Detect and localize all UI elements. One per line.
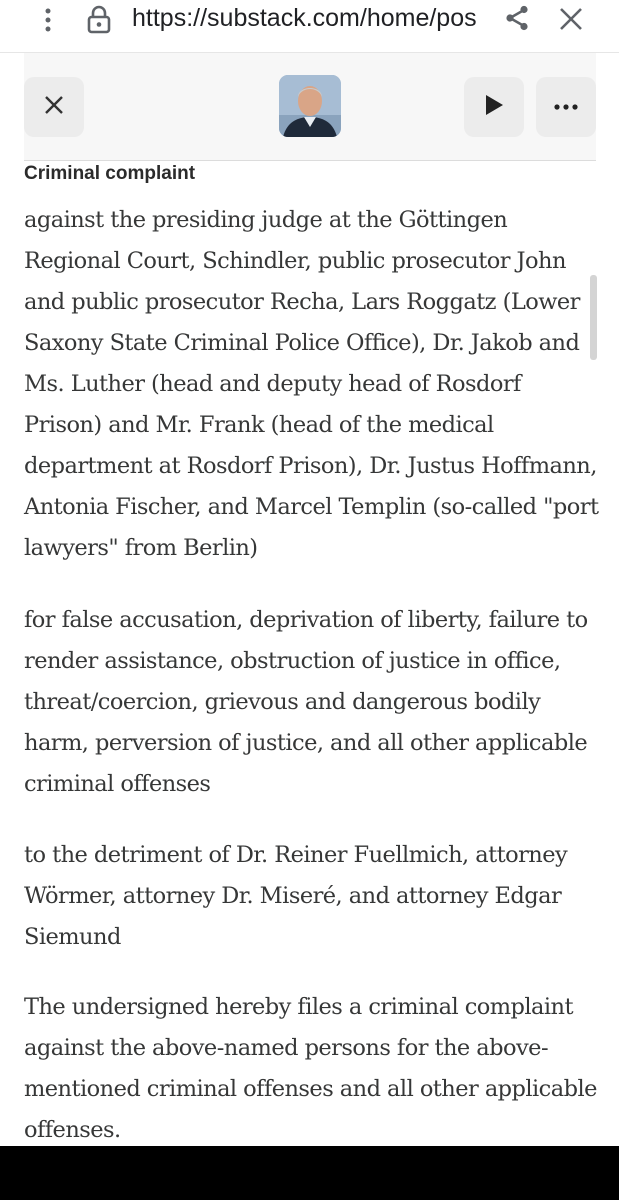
play-button[interactable] bbox=[464, 77, 524, 137]
share-icon[interactable] bbox=[503, 3, 531, 33]
paragraph: for false accusation, deprivation of liberty, failure to render assistance, obstruction of justice in office, threat/coercion, grievous and dangerous bodily harm, perversion of justice, and all other applicable criminal offenses bbox=[24, 607, 588, 797]
close-icon bbox=[44, 95, 64, 120]
close-reader-button[interactable] bbox=[24, 77, 84, 137]
more-horiz-icon bbox=[553, 98, 579, 116]
paragraph: The undersigned hereby files a criminal complaint against the above-named persons for the above-mentioned criminal offenses and all other applicable offenses. bbox=[24, 994, 597, 1143]
paragraph: against the presiding judge at the Göttingen Regional Court, Schindler, public prosecutor John and public prosecutor Recha, Lars Roggatz (Lower Saxony State Criminal Police Office), Dr. Jakob and Ms. Luther (head and deputy head of Rosdorf Prison) and Mr. Frank (head of the medical department at Rosdorf Prison), Dr. Justus Hoffmann, Antonia Fischer, and Marcel Templin (so-called "port lawyers" from Berlin) bbox=[24, 207, 599, 561]
section-label: Criminal complaint bbox=[24, 163, 196, 184]
scrollbar[interactable] bbox=[590, 275, 597, 360]
more-vert-icon[interactable] bbox=[36, 6, 60, 34]
play-icon bbox=[483, 93, 505, 122]
author-avatar[interactable] bbox=[279, 75, 341, 137]
more-options-button[interactable] bbox=[536, 77, 596, 137]
reader-header bbox=[24, 53, 596, 161]
system-navigation-bar bbox=[0, 1146, 619, 1200]
address-bar-url[interactable]: https://substack.com/home/pos bbox=[132, 4, 477, 32]
lock-icon[interactable] bbox=[86, 4, 112, 34]
close-tab-icon[interactable] bbox=[556, 4, 586, 34]
browser-toolbar bbox=[0, 0, 619, 53]
paragraph: to the detriment of Dr. Reiner Fuellmich, attorney Wörmer, attorney Dr. Miseré, and attorney Edgar Siemund bbox=[24, 842, 568, 950]
